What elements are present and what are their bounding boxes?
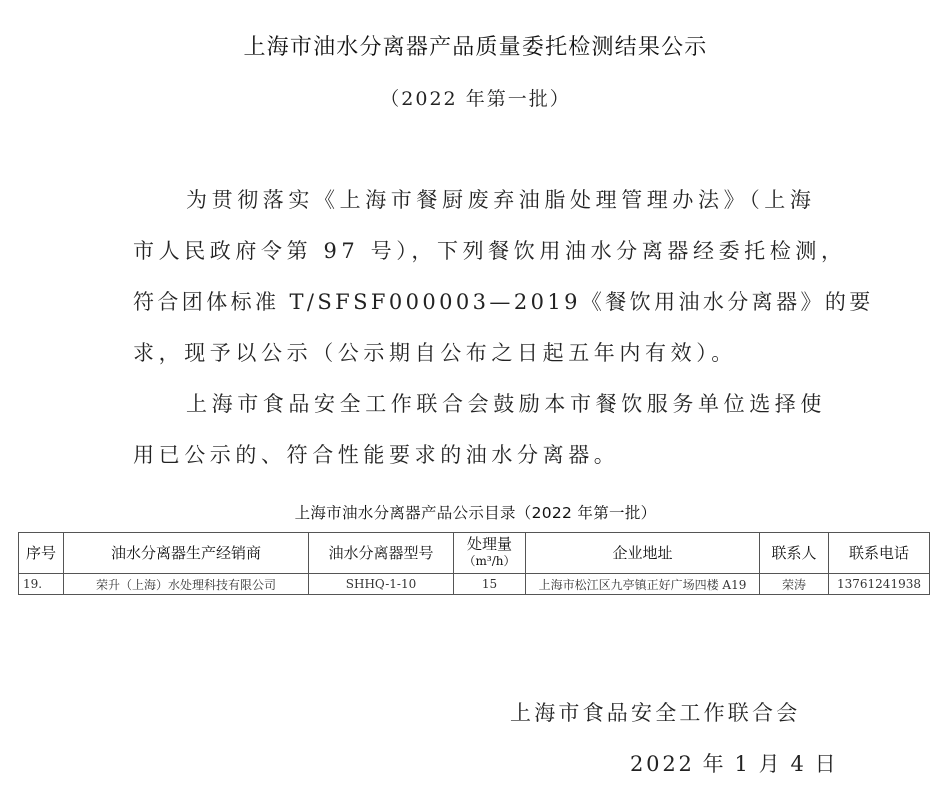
cell-index: 19. bbox=[19, 574, 64, 595]
product-catalog-table bbox=[18, 532, 930, 595]
issue-date bbox=[626, 748, 842, 778]
document-subtitle: （2022 年第一批） bbox=[380, 88, 571, 110]
cell-capacity: 15 bbox=[454, 574, 526, 595]
body-line-2: 市人民政府令第 97 号），下列餐饮用油水分离器经委托检测， bbox=[133, 239, 847, 263]
document-title: 上海市油水分离器产品质量委托检测结果公示 bbox=[243, 35, 708, 60]
date-day: 4 bbox=[790, 752, 807, 776]
table-caption: 上海市油水分离器产品公示目录（2022 年第一批） bbox=[294, 504, 657, 522]
date-year: 2022 bbox=[630, 752, 695, 776]
header-capacity-unit: （m³/h） bbox=[463, 554, 516, 568]
header-manufacturer: 油水分离器生产经销商 bbox=[64, 533, 309, 574]
body-line-6: 用已公示的、符合性能要求的油水分离器。 bbox=[133, 443, 620, 467]
header-capacity bbox=[454, 533, 526, 574]
body-line-3: 符合团体标准 T/SFSF000003—2019《餐饮用油水分离器》的要 bbox=[133, 290, 874, 314]
cell-manufacturer: 荣升（上海）水处理科技有限公司 bbox=[64, 574, 309, 595]
date-day-unit: 日 bbox=[814, 752, 839, 776]
date-month-unit: 月 bbox=[758, 752, 783, 776]
date-year-unit: 年 bbox=[702, 752, 727, 776]
table-header-row bbox=[19, 533, 930, 574]
header-contact: 联系人 bbox=[760, 533, 829, 574]
cell-phone: 13761241938 bbox=[829, 574, 930, 595]
header-address: 企业地址 bbox=[526, 533, 760, 574]
issuer-signature: 上海市食品安全工作联合会 bbox=[510, 701, 801, 725]
body-line-5: 上海市食品安全工作联合会鼓励本市餐饮服务单位选择使 bbox=[186, 392, 826, 416]
body-line-4: 求，现予以公示（公示期自公布之日起五年内有效）。 bbox=[133, 341, 737, 365]
cell-model: SHHQ-1-10 bbox=[309, 574, 454, 595]
table-row bbox=[19, 574, 930, 595]
cell-address: 上海市松江区九亭镇正好广场四楼 A19 bbox=[526, 574, 760, 595]
header-model: 油水分离器型号 bbox=[309, 533, 454, 574]
header-capacity-label: 处理量 bbox=[466, 535, 512, 553]
cell-contact: 荣涛 bbox=[760, 574, 829, 595]
header-index: 序号 bbox=[19, 533, 64, 574]
body-line-1: 为贯彻落实《上海市餐厨废弃油脂处理管理办法》（上海 bbox=[186, 188, 816, 212]
header-phone: 联系电话 bbox=[829, 533, 930, 574]
date-month: 1 bbox=[734, 752, 751, 776]
